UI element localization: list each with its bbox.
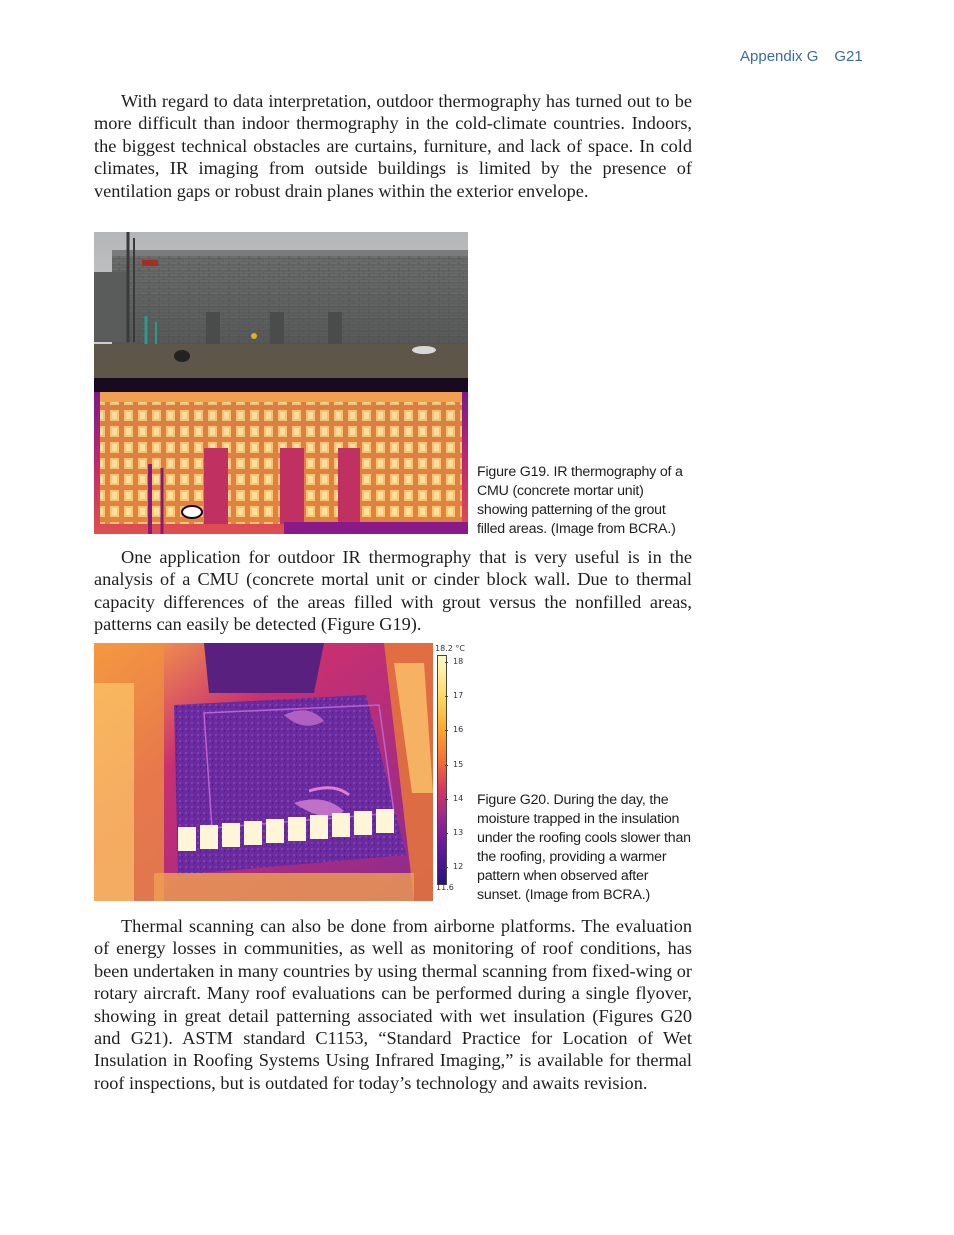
temperature-colorbar bbox=[433, 643, 473, 901]
colorbar-max-label: 18.2 °C bbox=[435, 644, 465, 653]
colorbar-tick: 18 bbox=[447, 657, 463, 666]
colorbar-tick: 16 bbox=[447, 725, 463, 734]
colorbar-tick: 13 bbox=[447, 828, 463, 837]
figure-g19-image bbox=[94, 232, 468, 534]
body-paragraph-3: Thermal scanning can also be done from airborne platforms. The evaluation of energy losses in communities, as well as monitoring of roof conditions, has been undertaken in many countries by using thermal scanning from fixed-wing or rotary aircraft. Many roof evaluations can be performed during a single flyover, showing in great detail patterning associated with wet insulation (Figures G20 and G21). ASTM standard C1153, “Standard Practice for Location of Wet Insulation in Roofing Systems Using Infrared Imaging,” is available for thermal roof inspections, but is outdated for today’s technology and awaits revision. bbox=[94, 916, 692, 1093]
colorbar-tick: 12 bbox=[447, 862, 463, 871]
page-number: G21 bbox=[834, 48, 863, 65]
colorbar-tick: 17 bbox=[447, 691, 463, 700]
header-section: Appendix G bbox=[740, 48, 819, 65]
colorbar-gradient bbox=[437, 655, 447, 885]
figure-g20-image bbox=[94, 643, 433, 901]
body-paragraph-2: One application for outdoor IR thermography that is very useful is in the analysis of a CMU (concrete mortal unit or cinder block wall. Due to thermal capacity differences of the areas filled with grout versus the nonfilled areas, patterns can easily be detected (Figure G19). bbox=[94, 547, 692, 635]
colorbar-tick: 15 bbox=[447, 760, 463, 769]
figure-g19-caption: Figure G19. IR thermography of a CMU (concrete mortar unit) showing patterning of the grout filled areas. (Image from BCRA.) bbox=[477, 464, 683, 537]
figure-g20-caption: Figure G20. During the day, the moisture trapped in the insulation under the roofing cools slower than the roofing, providing a warmer pattern when observed after sunset. (Image from BCRA.) bbox=[477, 792, 691, 903]
colorbar-min-label: 11.6 bbox=[436, 883, 454, 892]
running-header bbox=[740, 48, 880, 65]
body-paragraph-1: With regard to data interpretation, outdoor thermography has turned out to be more difficult than indoor thermography in the cold-climate countries. Indoors, the biggest technical obstacles are curtains, furniture, and lack of space. In cold climates, IR imaging from outside buildings is limited by the presence of ventilation gaps or robust drain planes within the exterior envelope. bbox=[94, 91, 692, 201]
colorbar-tick: 14 bbox=[447, 794, 463, 803]
